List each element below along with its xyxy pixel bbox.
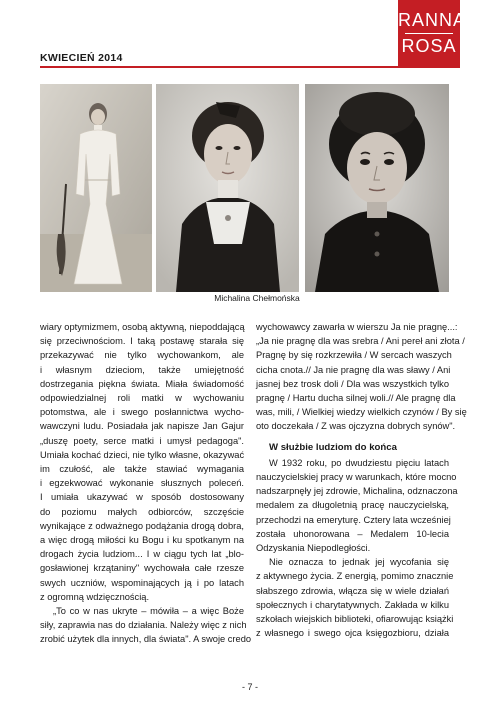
paragraph (256, 320, 467, 434)
logo-divider (405, 33, 453, 34)
text-line: cicha cnota.// Ja nie pragnę dla was sławy / Ani (256, 364, 451, 375)
text-line: „duszę poety, serce matki i umysł pedagoga". (40, 435, 244, 446)
text-line: wynikające z odważnego podążania drogą dobra, (40, 520, 244, 531)
text-line: im czułość, ale także stawiać wymagania (40, 464, 244, 475)
text-line: zrobić użytek dla innych, dla świata". A swoje credo (40, 634, 252, 645)
text-line: wychowawcy zawarła w wierszu Ja nie pragnę...: (256, 322, 458, 332)
header-rule (40, 66, 448, 68)
text-line: i egzekwować wykonanie słusznych poleceń. (40, 478, 244, 489)
photo-young-woman-portrait (156, 84, 299, 292)
text-line: słabszego zdrowia, włącza się w wiele działań (256, 585, 449, 596)
text-line: „Ja nie pragnę dla was srebra / Ani pereł ani złota / (256, 336, 465, 347)
magazine-logo (398, 0, 467, 68)
photo-woman-portrait (305, 84, 449, 292)
text-line: nadszarpnęły jej zdrowie, Michalina, odznaczona (256, 486, 458, 497)
paragraph (256, 456, 458, 555)
issue-date: KWIECIEŃ 2014 (40, 52, 123, 64)
text-line: swych uczniów, wspominających ją i po latach (40, 577, 244, 588)
text-line: medalem za długoletnią pracę nauczycielską, (256, 500, 449, 511)
text-line: oto doczekała / Z was ojczyzna dobrych synów". (256, 421, 456, 432)
text-line: nauczycielskiej pracy w warunkach, które mocno (256, 472, 457, 483)
text-line: i własnym dzieciom, także umiejętność (40, 364, 244, 375)
text-line: wawczyni ludu. Posiadała jak napisze Jan Gajur (40, 421, 244, 432)
text-line: gosławionej krzątaniny" wychowała całe rzesze (40, 563, 244, 574)
text-line: potomstwa, ale i swego posłannictwa wycho- (40, 407, 244, 418)
text-line: z ogromną wdzięcznością. (40, 591, 150, 602)
text-line: Pragnę by się rozkrzewiła / W sercach waszych (256, 350, 452, 361)
text-line: „To co w nas ukryte – mówiła – a więc Boże (53, 606, 244, 617)
section-heading: W służbie ludziom do końca (269, 441, 397, 453)
paragraph (256, 555, 454, 640)
text-line: I umiała ukazywać w sposób dostosowany (40, 492, 244, 503)
text-line: W 1932 roku, po dwudziestu pięciu latach (269, 457, 449, 468)
text-line: została uhonorowana – Medalem 10-lecia (256, 528, 449, 539)
text-line: przekazywać nie tylko wychowankom, ale (40, 350, 244, 361)
text-line: was, mili, / Wielkiej wiedzy wielkich czynów / By się (256, 407, 467, 418)
logo-line-2: ROSA (401, 36, 457, 56)
text-line: pragnę / Hartu ducha silnej woli.// Ale pragnę dla (256, 393, 456, 404)
text-line: dostrzegania piękna świata. Miała świadomość (40, 378, 244, 389)
text-line: siły, zaprawia nas do działania. Należy więc z nich (40, 620, 247, 631)
page-number: - 7 - (241, 682, 258, 692)
logo-line-1: RANNA (398, 10, 467, 30)
text-line: a więc drogą miłości ku Bogu i ku spotkanym na (40, 535, 244, 546)
text-line: Odzyskania Niepodległości. (256, 543, 371, 554)
photo-standing-woman (40, 84, 152, 292)
text-line: Umiała kochać dzieci, nie tylko własne, okazywać (40, 449, 245, 460)
text-line: wiary optymizmem, osobą aktywną, niepoddającą (40, 322, 245, 332)
article-column-left (40, 320, 252, 647)
text-line: Nie oznacza to jednak jej wycofania się (269, 557, 449, 568)
text-line: szkołach wiejskich biblioteki, ofiarowując książki (256, 614, 454, 625)
text-line: z aktywnego życia. Z energią, pomimo znacznie (256, 571, 454, 582)
article-column-right (256, 320, 467, 640)
text-line: jasnej bez trosk doli / Dla was wszystkich tylko (256, 378, 449, 389)
paragraph (40, 604, 252, 647)
photo-caption: Michalina Chełmońska (214, 293, 300, 303)
text-line: się przeciwnościom. I taką postawę starała się (40, 336, 244, 347)
paragraph (40, 320, 244, 604)
text-line: społecznych i charytatywnych. Zakłada w kilku (256, 599, 449, 610)
text-line: drogach życia ludziom... I w ciągu tych lat „blo- (40, 549, 244, 560)
text-line: odpowiedzialnej roli matki w wychowaniu (40, 393, 244, 404)
text-line: przechodzi na emeryturę. Cztery lata wcześniej (256, 514, 451, 525)
text-line: z własnego i swego ojca księgozbioru, działa (256, 628, 449, 639)
text-line: do poziomu małych odbiorców, szczęście (40, 506, 244, 517)
